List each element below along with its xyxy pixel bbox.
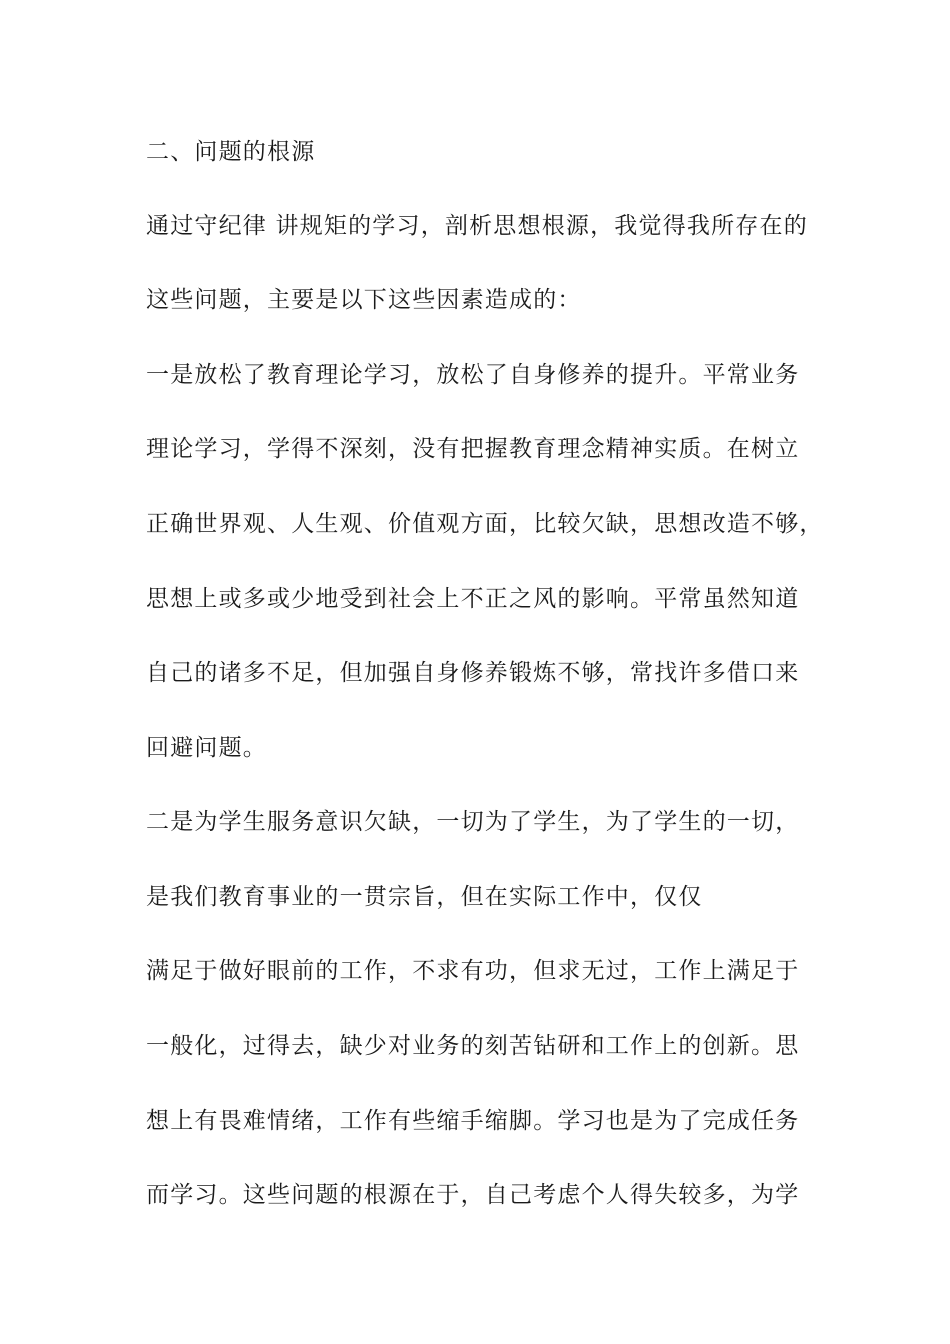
text-line: 一是放松了教育理论学习，放松了自身修养的提升。平常业务 (146, 362, 800, 388)
text-line: 二是为学生服务意识欠缺，一切为了学生，为了学生的一切， (146, 809, 800, 835)
text-line: 自己的诸多不足，但加强自身修养锻炼不够，常找许多借口来 (146, 660, 800, 686)
text-line: 满足于做好眼前的工作，不求有功，但求无过，工作上满足于 (146, 958, 800, 984)
text-line: 思想上或多或少地受到社会上不正之风的影响。平常虽然知道 (146, 586, 800, 612)
text-line: 理论学习，学得不深刻，没有把握教育理念精神实质。在树立 (146, 436, 800, 462)
text-line: 而学习。这些问题的根源在于，自己考虑个人得失较多，为学 (146, 1182, 800, 1208)
text-line: 一般化，过得去，缺少对业务的刻苦钻研和工作上的创新。思 (146, 1033, 800, 1059)
text-line: 想上有畏难情绪，工作有些缩手缩脚。学习也是为了完成任务 (146, 1108, 800, 1134)
text-line: 回避问题。 (146, 735, 267, 761)
text-line: 正确世界观、人生观、价值观方面，比较欠缺，思想改造不够， (146, 511, 824, 537)
text-line: 是我们教育事业的一贯宗旨，但在实际工作中，仅仅 (146, 884, 703, 910)
text-line: 这些问题，主要是以下这些因素造成的： (146, 287, 582, 313)
section-heading: 二、问题的根源 (146, 139, 316, 165)
text-line: 通过守纪律 讲规矩的学习，剖析思想根源，我觉得我所存在的 (146, 213, 808, 239)
